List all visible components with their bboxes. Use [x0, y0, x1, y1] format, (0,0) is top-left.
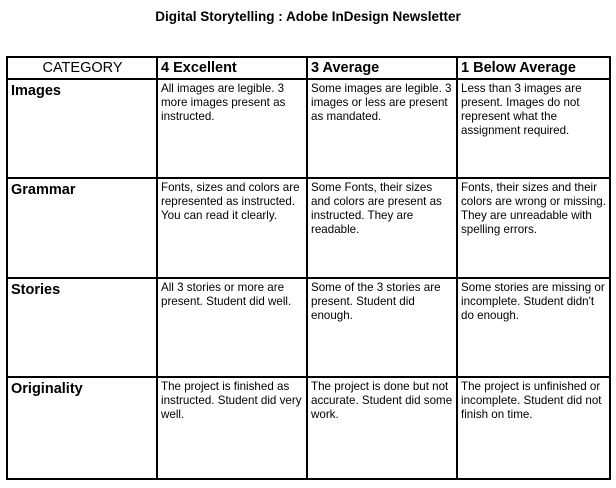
header-category: CATEGORY: [7, 57, 157, 79]
cell-originality-excellent: The project is finished as instructed. Student did very well.: [157, 377, 307, 479]
table-row-grammar: [7, 178, 610, 277]
cell-stories-below-average: Some stories are missing or incomplete. Student didn't do enough.: [457, 278, 610, 377]
category-grammar: Grammar: [7, 178, 157, 277]
cell-grammar-average: Some Fonts, their sizes and colors are present as instructed. They are readable.: [307, 178, 457, 277]
cell-stories-average: Some of the 3 stories are present. Student did enough.: [307, 278, 457, 377]
cell-images-below-average: Less than 3 images are present. Images do not represent what the assignment required.: [457, 79, 610, 178]
cell-stories-excellent: All 3 stories or more are present. Student did well.: [157, 278, 307, 377]
category-images: Images: [7, 79, 157, 178]
cell-originality-below-average: The project is unfinished or incomplete. Student did not finish on time.: [457, 377, 610, 479]
rubric-table: [6, 56, 611, 480]
cell-originality-average: The project is done but not accurate. Student did some work.: [307, 377, 457, 479]
cell-images-average: Some images are legible. 3 images or less are present as mandated.: [307, 79, 457, 178]
table-row-images: [7, 79, 610, 178]
category-originality: Originality: [7, 377, 157, 479]
table-row-originality: [7, 377, 610, 479]
cell-grammar-excellent: Fonts, sizes and colors are represented as instructed. You can read it clearly.: [157, 178, 307, 277]
header-row: [7, 57, 610, 79]
cell-grammar-below-average: Fonts, their sizes and their colors are wrong or missing. They are unreadable with spelling errors.: [457, 178, 610, 277]
header-average: 3 Average: [307, 57, 457, 79]
header-excellent: 4 Excellent: [157, 57, 307, 79]
category-stories: Stories: [7, 278, 157, 377]
cell-images-excellent: All images are legible. 3 more images present as instructed.: [157, 79, 307, 178]
table-row-stories: [7, 278, 610, 377]
header-below-average: 1 Below Average: [457, 57, 610, 79]
page-title: Digital Storytelling : Adobe InDesign Newsletter: [155, 9, 461, 24]
